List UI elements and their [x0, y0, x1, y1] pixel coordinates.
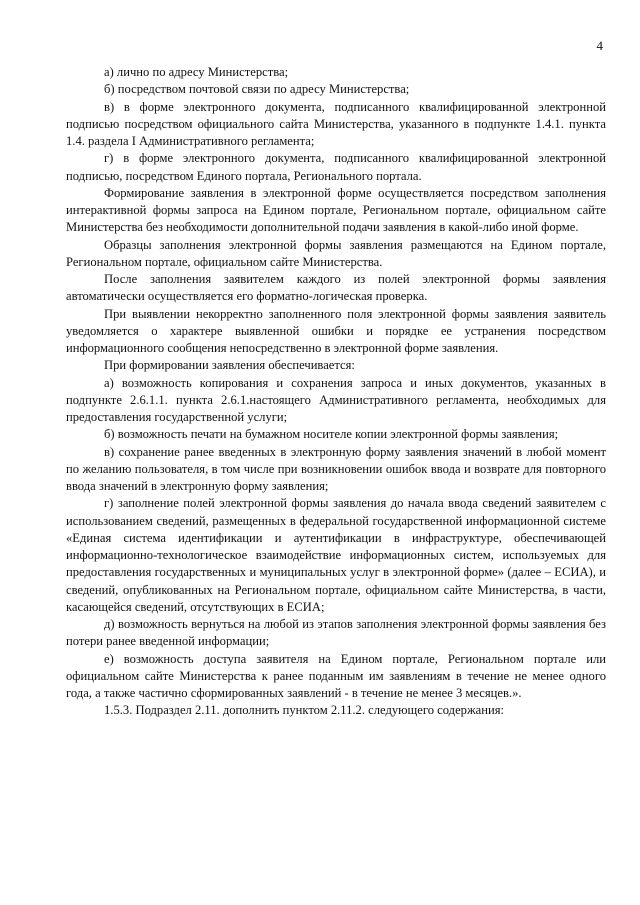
paragraph-item-a-in-person: а) лично по адресу Министерства; [104, 65, 289, 79]
paragraph-item-v-website: в) в форме электронного документа, подписанного квалифицированной электронной подписью посредством официального сайта Министерства, указанного в подпункте 1.4.1. пункта 1.4. раздела I Административного регламента; [66, 99, 606, 148]
paragraph-item-b-post: б) посредством почтовой связи по адресу Министерства; [104, 82, 410, 97]
page-number: 4 [596, 38, 603, 53]
paragraph-samples: Образцы заполнения электронной формы заявления размещаются на Едином портале, Региональном портале, официальном сайте Министерства. [66, 237, 606, 269]
list-item-a-copying: а) возможность копирования и сохранения запроса и иных документов, указанных в подпункте 2.6.1.1. пункта 2.6.1.настоящего Административного регламента, необходимых для предоставления государственной услуги; [66, 375, 606, 424]
paragraph-electronic-form: Формирование заявления в электронной форме осуществляется посредством заполнения интерактивной формы запроса на Едином портале, Региональном портале, официальном сайте Министерства без необходимости дополнительной подачи заявления в какой-либо иной форме. [66, 185, 606, 235]
paragraph-subsection-amendment: 1.5.3. Подраздел 2.11. дополнить пунктом 2.11.2. следующего содержания: [104, 703, 505, 718]
list-item-v-saving: в) сохранение ранее введенных в электронную форму заявления значений в любой момент по желанию пользователя, в том числе при возникновении ошибок ввода и возврате для повторного ввода значений в электронную форму заявления; [66, 444, 606, 493]
list-item-g-prefill: г) заполнение полей электронной формы заявления до начала ввода сведений заявителем с использованием сведений, размещенных в федеральной государственной информационной системе «Единая система идентификации и аутентификации в инфраструктуре, обеспечивающей информационно-технологическое взаимодействие информационных систем, используемых для предоставления государственных и муниципальных услуг в электронной форме» (далее – ЕСИА), и сведений, опубликованных на Региональном портале, официальном сайте Министерства, в части, касающейся сведений, отсутствующих в ЕСИА; [66, 496, 606, 614]
paragraph-validation: После заполнения заявителем каждого из полей электронной формы заявления автоматически осуществляется его форматно-логическая проверка. [66, 272, 606, 304]
list-item-b-printing: б) возможность печати на бумажном носителе копии электронной формы заявления; [104, 427, 559, 442]
list-item-e-access: е) возможность доступа заявителя на Едином портале, Региональном портале или официальном сайте Министерства к ранее поданным им заявлениям в течение не менее одного года, а также частично сформированных заявлений - в течение не менее 3 месяцев.». [66, 651, 606, 700]
document-body [66, 64, 606, 720]
paragraph-provided-list-intro: При формировании заявления обеспечивается: [104, 358, 355, 373]
paragraph-item-g-portal: г) в форме электронного документа, подписанного квалифицированной электронной подписью, посредством Единого портала, Регионального портала. [66, 151, 606, 183]
paragraph-error-notice: При выявлении некорректно заполненного поля электронной формы заявления заявитель уведомляется о характере выявленной ошибки и порядке ее устранения посредством информационного сообщения непосредственно в электронной форме заявления. [66, 306, 606, 355]
list-item-d-return: д) возможность вернуться на любой из этапов заполнения электронной формы заявления без потери ранее введенной информации; [66, 617, 606, 649]
